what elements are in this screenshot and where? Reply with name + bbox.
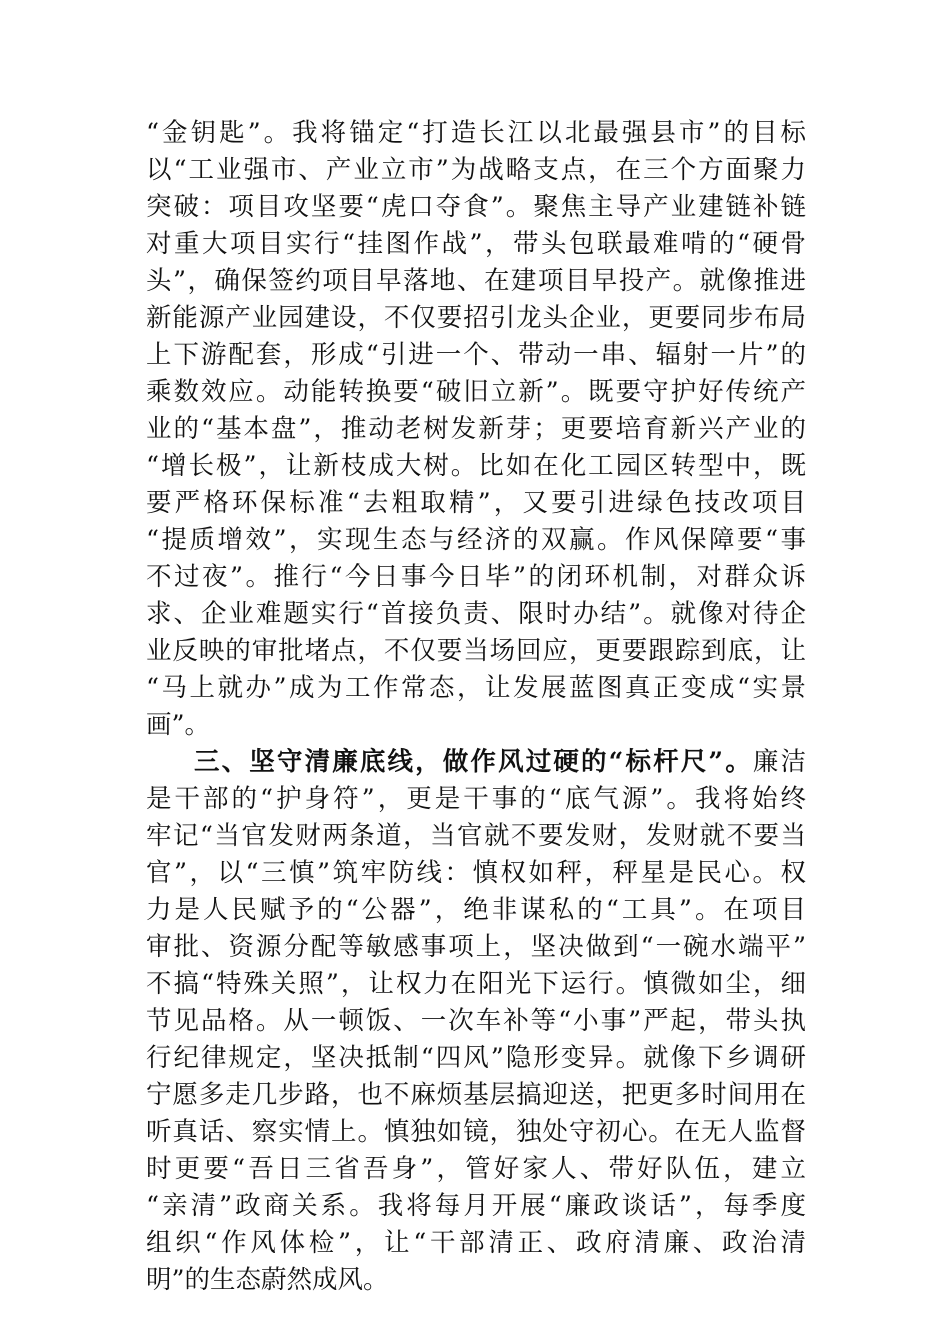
paragraph-line: “增长极”，让新枝成大树。比如在化工园区转型中，既	[146, 451, 806, 481]
paragraph-line: 行纪律规定，坚决抵制“四风”隐形变异。就像下乡调研	[146, 1043, 806, 1073]
paragraph-line: 乘数效应。动能转换要“破旧立新”。既要守护好传统产	[146, 377, 806, 407]
paragraph-line: 画”。	[146, 710, 211, 740]
paragraph-line: “亲清”政商关系。我将每月开展“廉政谈话”，每季度	[146, 1191, 806, 1221]
paragraph-line: 时更要“吾日三省吾身”，管好家人、带好队伍，建立	[146, 1154, 806, 1184]
paragraph-line: 以“工业强市、产业立市”为战略支点，在三个方面聚力	[146, 155, 806, 185]
section-heading: 三、坚守清廉底线，做作风过硬的“标杆尺”。	[194, 747, 753, 777]
paragraph-line: 听真话、察实情上。慎独如镜，独处守初心。在无人监督	[146, 1117, 806, 1147]
paragraph-line: 头”，确保签约项目早落地、在建项目早投产。就像推进	[146, 266, 806, 296]
paragraph-line: 节见品格。从一顿饭、一次车补等“小事”严起，带头执	[146, 1006, 806, 1036]
paragraph-line: 业反映的审批堵点，不仅要当场回应，更要跟踪到底，让	[146, 636, 806, 666]
paragraph-line: “提质增效”，实现生态与经济的双赢。作风保障要“事	[146, 525, 806, 555]
paragraph-line: 是干部的“护身符”，更是干事的“底气源”。我将始终	[146, 784, 806, 814]
paragraph-line: 突破：项目攻坚要“虎口夺食”。聚焦主导产业建链补链	[146, 192, 806, 222]
paragraph-line: 牢记“当官发财两条道，当官就不要发财，发财就不要当	[146, 821, 806, 851]
paragraph-line: 上下游配套，形成“引进一个、带动一串、辐射一片”的	[146, 340, 806, 370]
paragraph-line: 宁愿多走几步路，也不麻烦基层搞迎送，把更多时间用在	[146, 1080, 806, 1110]
paragraph-line: 对重大项目实行“挂图作战”，带头包联最难啃的“硬骨	[146, 229, 806, 259]
paragraph-line: “马上就办”成为工作常态，让发展蓝图真正变成“实景	[146, 673, 806, 703]
paragraph-line: 业的“基本盘”，推动老树发新芽；更要培育新兴产业的	[146, 414, 806, 444]
paragraph-line: 求、企业难题实行“首接负责、限时办结”。就像对待企	[146, 599, 806, 629]
paragraph-line: 新能源产业园建设，不仅要招引龙头企业，更要同步布局	[146, 303, 806, 333]
paragraph-line: 组织“作风体检”，让“干部清正、政府清廉、政治清	[146, 1228, 806, 1258]
paragraph-line: 不搞“特殊关照”，让权力在阳光下运行。慎微如尘，细	[146, 969, 806, 999]
paragraph-line: 力是人民赋予的“公器”，绝非谋私的“工具”。在项目	[146, 895, 806, 925]
paragraph-line: 官”，以“三慎”筑牢防线：慎权如秤，秤星是民心。权	[146, 858, 806, 888]
paragraph-line: 不过夜”。推行“今日事今日毕”的闭环机制，对群众诉	[146, 562, 806, 592]
paragraph-line: 明”的生态蔚然成风。	[146, 1265, 389, 1295]
paragraph-line: 要严格环保标准“去粗取精”，又要引进绿色技改项目	[146, 488, 806, 518]
paragraph-line: “金钥匙”。我将锚定“打造长江以北最强县市”的目标	[146, 118, 806, 148]
paragraph-line: 审批、资源分配等敏感事项上，坚决做到“一碗水端平”	[146, 932, 806, 962]
section-first-tail: 廉洁	[752, 747, 806, 777]
section-heading-line	[194, 744, 806, 781]
